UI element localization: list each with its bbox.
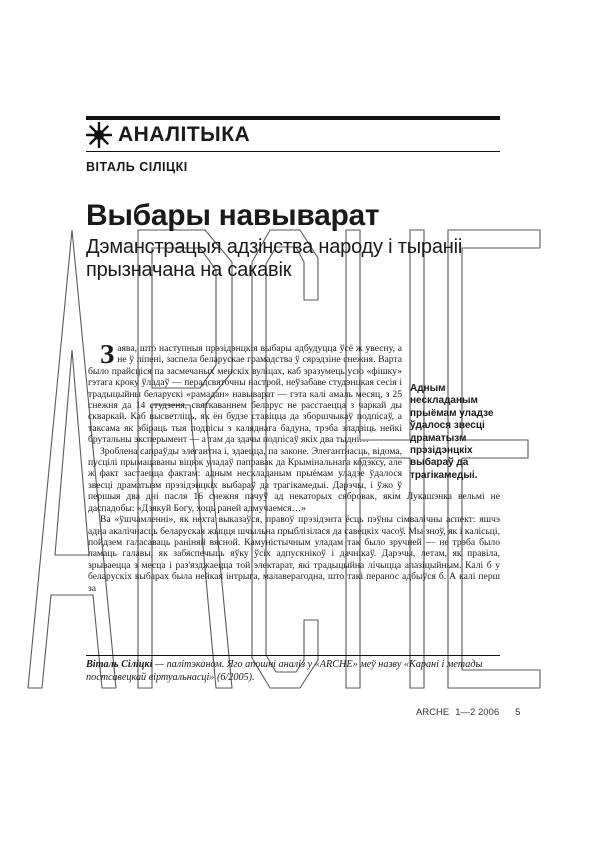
article-paragraph: Зроблена сапраўды элегантна і, здаецца, па законе. Элегантнасць, відома, пусцілі прымацаваны віцюк уладаў паправак да Крымінальнага кодэксу, але ж факт застаецца фактам: адным нескладаным прыёмам уладзе ўдалося звесці драматызм прэзідэнцкіх выбараў да трагікамедыі. Дарэчы, і ўжо ў першыя два дні пасля 16 снежня пачуў ад некаторых сябровак, якім Лукашэнка вельмі не даспадобы: «Дзякуй Богу, хоць раней адмучаемся…» [88,445,500,514]
author-bio [86,659,500,685]
journal-name: ARCHE [416,707,450,718]
section-header [86,122,250,148]
pull-quote: Адным нескладаным прыёмам уладзе ўдалося звесці драматызм прэзідэнцкіх выбараў да трагікамедыі. [410,383,494,481]
section-title: АНАЛІТЫКА [118,123,251,146]
article-paragraph: Ва «ўшчамленні», як нехта выказаўся, правоў прэзідэнта ёсць пэўны сімвалічны аспект: яшчэ адна акалічнасць беларуская жыцця шчыльна прыблізілася да савецкіх часоў. Мы зноў, як і калісьці, пойдзем галасаваць раніняй вясной. Камуністычным уладам так было зручней — не трэба было ламаць галавы, як забяспечыць яўку ўсіх адпускнікоў і дачнікаў. Дарэчы, летам, як правіла, зрываецца з месца і раз'язджаецца той электарат, які традыцыйна лічыцца апазіцыйным. Калі б у беларускіх выбарах была нейкая інтрыга, малаверагодна, што такі перанос адбыўся б. А калі перш за [88,514,500,594]
drop-cap: З [100,339,115,369]
author-name: ВІТАЛЬ СІЛІЦКІ [86,160,188,174]
bio-text: — палітэканом. Яго апошні аналіз у «ARCHE» меў назву «Карані і метады постсавецкай віртуальнасці» (6/2005). [86,659,483,683]
issue-label: 1—2 2006 [455,707,500,718]
article-body [88,339,500,594]
asterisk-burst-icon [86,122,112,148]
article-headline: Выбары навыварат [86,199,380,232]
page-number: 5 [515,707,521,718]
bio-author-name: Віталь Сіліцкі [86,659,153,670]
section-rule [86,151,500,152]
paragraph-text: аява, што наступныя прэзідэнцкія выбары адбудуцца ўсё ж увесну, а не ў ліпені, заспела беларускае грамадства ў сярэдзіне снежня. Варта было прайсціся па засмечаных менскіх вуліцах, каб зразумець усю «фішку» гэтага кроку ўладаў — перадсвяточны настрой, неўзабаве студэнцкая сесія і традыцыйны беларускі «рамадан» навыварат — гэта калі амаль месяц, з 25 снежня да 14 студзеня, святкаваннем беларус не расстаецца з чаркай ды скваркай. Каб высветліць, як ён будзе ставіцца да зборшчыкаў подпісаў, а таксама як збіраць тыя подпісы з каляднага бадуна, трэба зладзіць нейкі брутальны эксперымент — а там да здачы подпісаў якіх два тыдні… [88,343,402,446]
top-rule [86,116,500,120]
article-subhead: Дэманстрацыя адзінства народу і тыраніі прызначана на сакавік [86,236,463,281]
bio-rule [86,655,500,656]
page-footer [416,707,520,718]
